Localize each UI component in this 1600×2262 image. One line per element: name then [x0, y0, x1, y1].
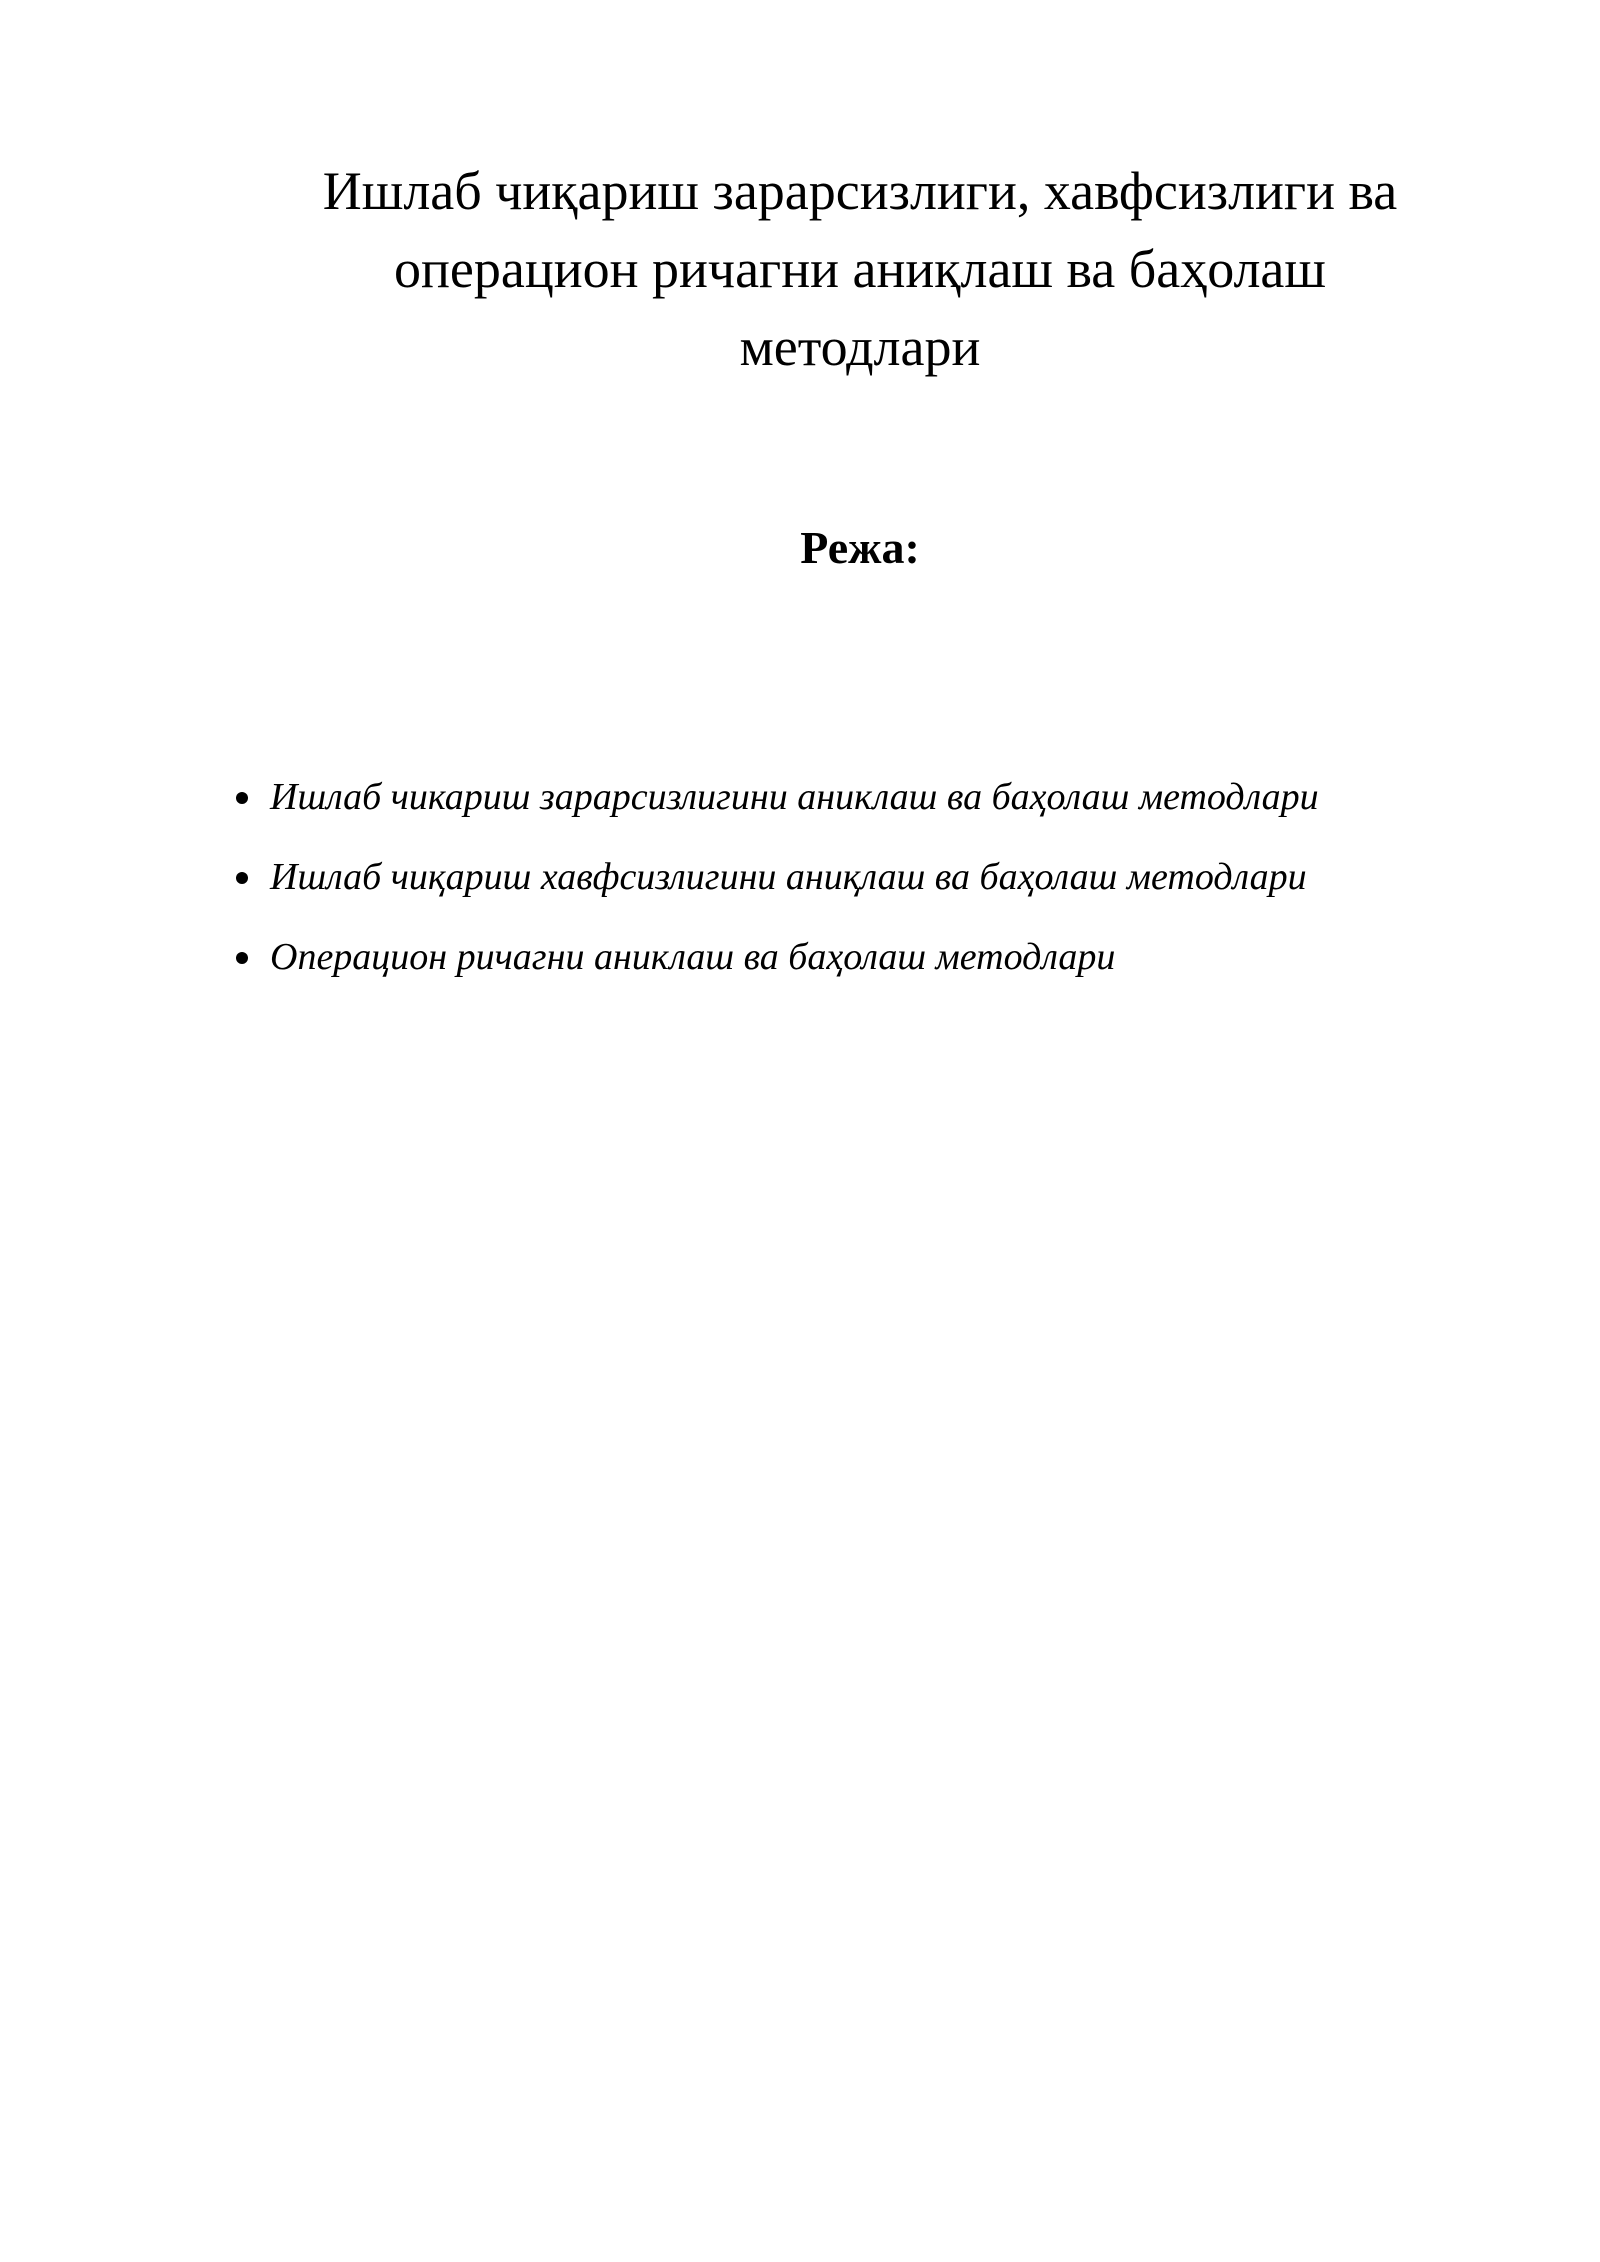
list-item — [228, 930, 1548, 1010]
bullet-icon — [236, 872, 248, 884]
title-line-3: методлари — [739, 317, 981, 377]
bullet-icon — [236, 952, 248, 964]
list-item-text: Операцион ричагни аниклаш ва баҳолаш методлари — [270, 936, 1116, 978]
list-item — [228, 850, 1548, 930]
plan-list — [228, 770, 1548, 1010]
plan-heading: Режа: — [800, 522, 920, 573]
list-item-text: Ишлаб чикариш зарарсизлигини аниклаш ва баҳолаш методлари — [270, 776, 1319, 818]
title-line-1: Ишлаб чиқариш зарарсизлиги, хавфсизлиги ва — [322, 161, 1398, 221]
list-item — [228, 770, 1548, 850]
title-line-2: операцион ричагни аниқлаш ва баҳолаш — [394, 239, 1326, 299]
bullet-icon — [236, 792, 248, 804]
document-title — [200, 152, 1520, 386]
list-item-text: Ишлаб чиқариш хавфсизлигини аниқлаш ва баҳолаш методлари — [270, 856, 1307, 898]
